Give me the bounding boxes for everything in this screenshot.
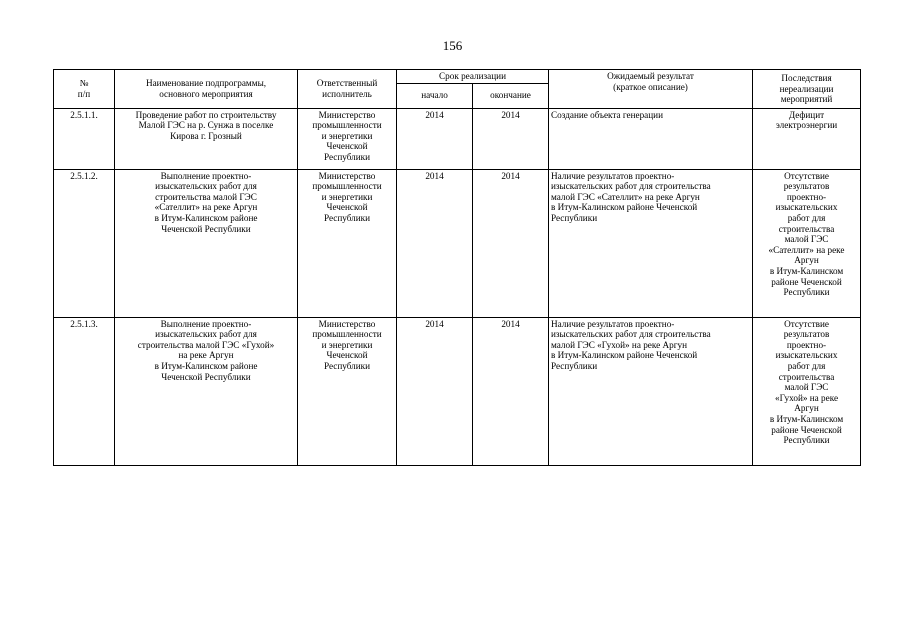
row-executor: Министерство промышленности и энергетики Чеченской Республики — [298, 108, 397, 169]
row-start: 2014 — [397, 108, 473, 169]
header-start: начало — [397, 83, 473, 108]
row-consequences: Отсутствие результатов проектно- изыскательских работ для строительства малой ГЭС «Сателлит» на реке Аргун в Итум-Калинском районе Чеченской Республики — [753, 169, 861, 317]
row-end: 2014 — [473, 108, 549, 169]
header-end: окончание — [473, 83, 549, 108]
row-name: Проведение работ по строительству Малой ГЭС на р. Сунжа в поселке Кирова г. Грозный — [115, 108, 298, 169]
row-num: 2.5.1.2. — [54, 169, 115, 317]
header-num: № п/п — [54, 70, 115, 109]
table-row — [54, 317, 861, 465]
row-end: 2014 — [473, 317, 549, 465]
page-number: 156 — [442, 38, 463, 53]
row-result: Наличие результатов проектно- изыскательских работ для строительства малой ГЭС «Гухой» на реке Аргун в Итум-Калинском районе Чеченской Республики — [549, 317, 753, 465]
header-name: Наименование подпрограммы, основного мероприятия — [115, 70, 298, 109]
row-start: 2014 — [397, 317, 473, 465]
header-executor: Ответственный исполнитель — [298, 70, 397, 109]
program-table — [53, 69, 861, 466]
table-row — [54, 169, 861, 317]
row-name: Выполнение проектно- изыскательских работ для строительства малой ГЭС «Гухой» на реке Аргун в Итум-Калинском районе Чеченской Республики — [115, 317, 298, 465]
table-header — [54, 70, 861, 109]
row-end: 2014 — [473, 169, 549, 317]
row-num: 2.5.1.3. — [54, 317, 115, 465]
header-consequences: Последствия нереализации мероприятий — [753, 70, 861, 109]
row-consequences: Дефицит электроэнергии — [753, 108, 861, 169]
row-executor: Министерство промышленности и энергетики Чеченской Республики — [298, 317, 397, 465]
row-num: 2.5.1.1. — [54, 108, 115, 169]
row-name: Выполнение проектно- изыскательских работ для строительства малой ГЭС «Сателлит» на реке Аргун в Итум-Калинском районе Чеченской Республики — [115, 169, 298, 317]
row-result: Наличие результатов проектно- изыскательских работ для строительства малой ГЭС «Сателлит» на реке Аргун в Итум-Калинском районе Чеченской Республики — [549, 169, 753, 317]
header-period: Срок реализации — [397, 70, 549, 84]
row-result: Создание объекта генерации — [549, 108, 753, 169]
row-start: 2014 — [397, 169, 473, 317]
header-result: Ожидаемый результат (краткое описание) — [549, 70, 753, 109]
row-executor: Министерство промышленности и энергетики Чеченской Республики — [298, 169, 397, 317]
row-consequences: Отсутствие результатов проектно- изыскательских работ для строительства малой ГЭС «Гухой» на реке Аргун в Итум-Калинском районе Чеченской Республики — [753, 317, 861, 465]
table-row — [54, 108, 861, 169]
